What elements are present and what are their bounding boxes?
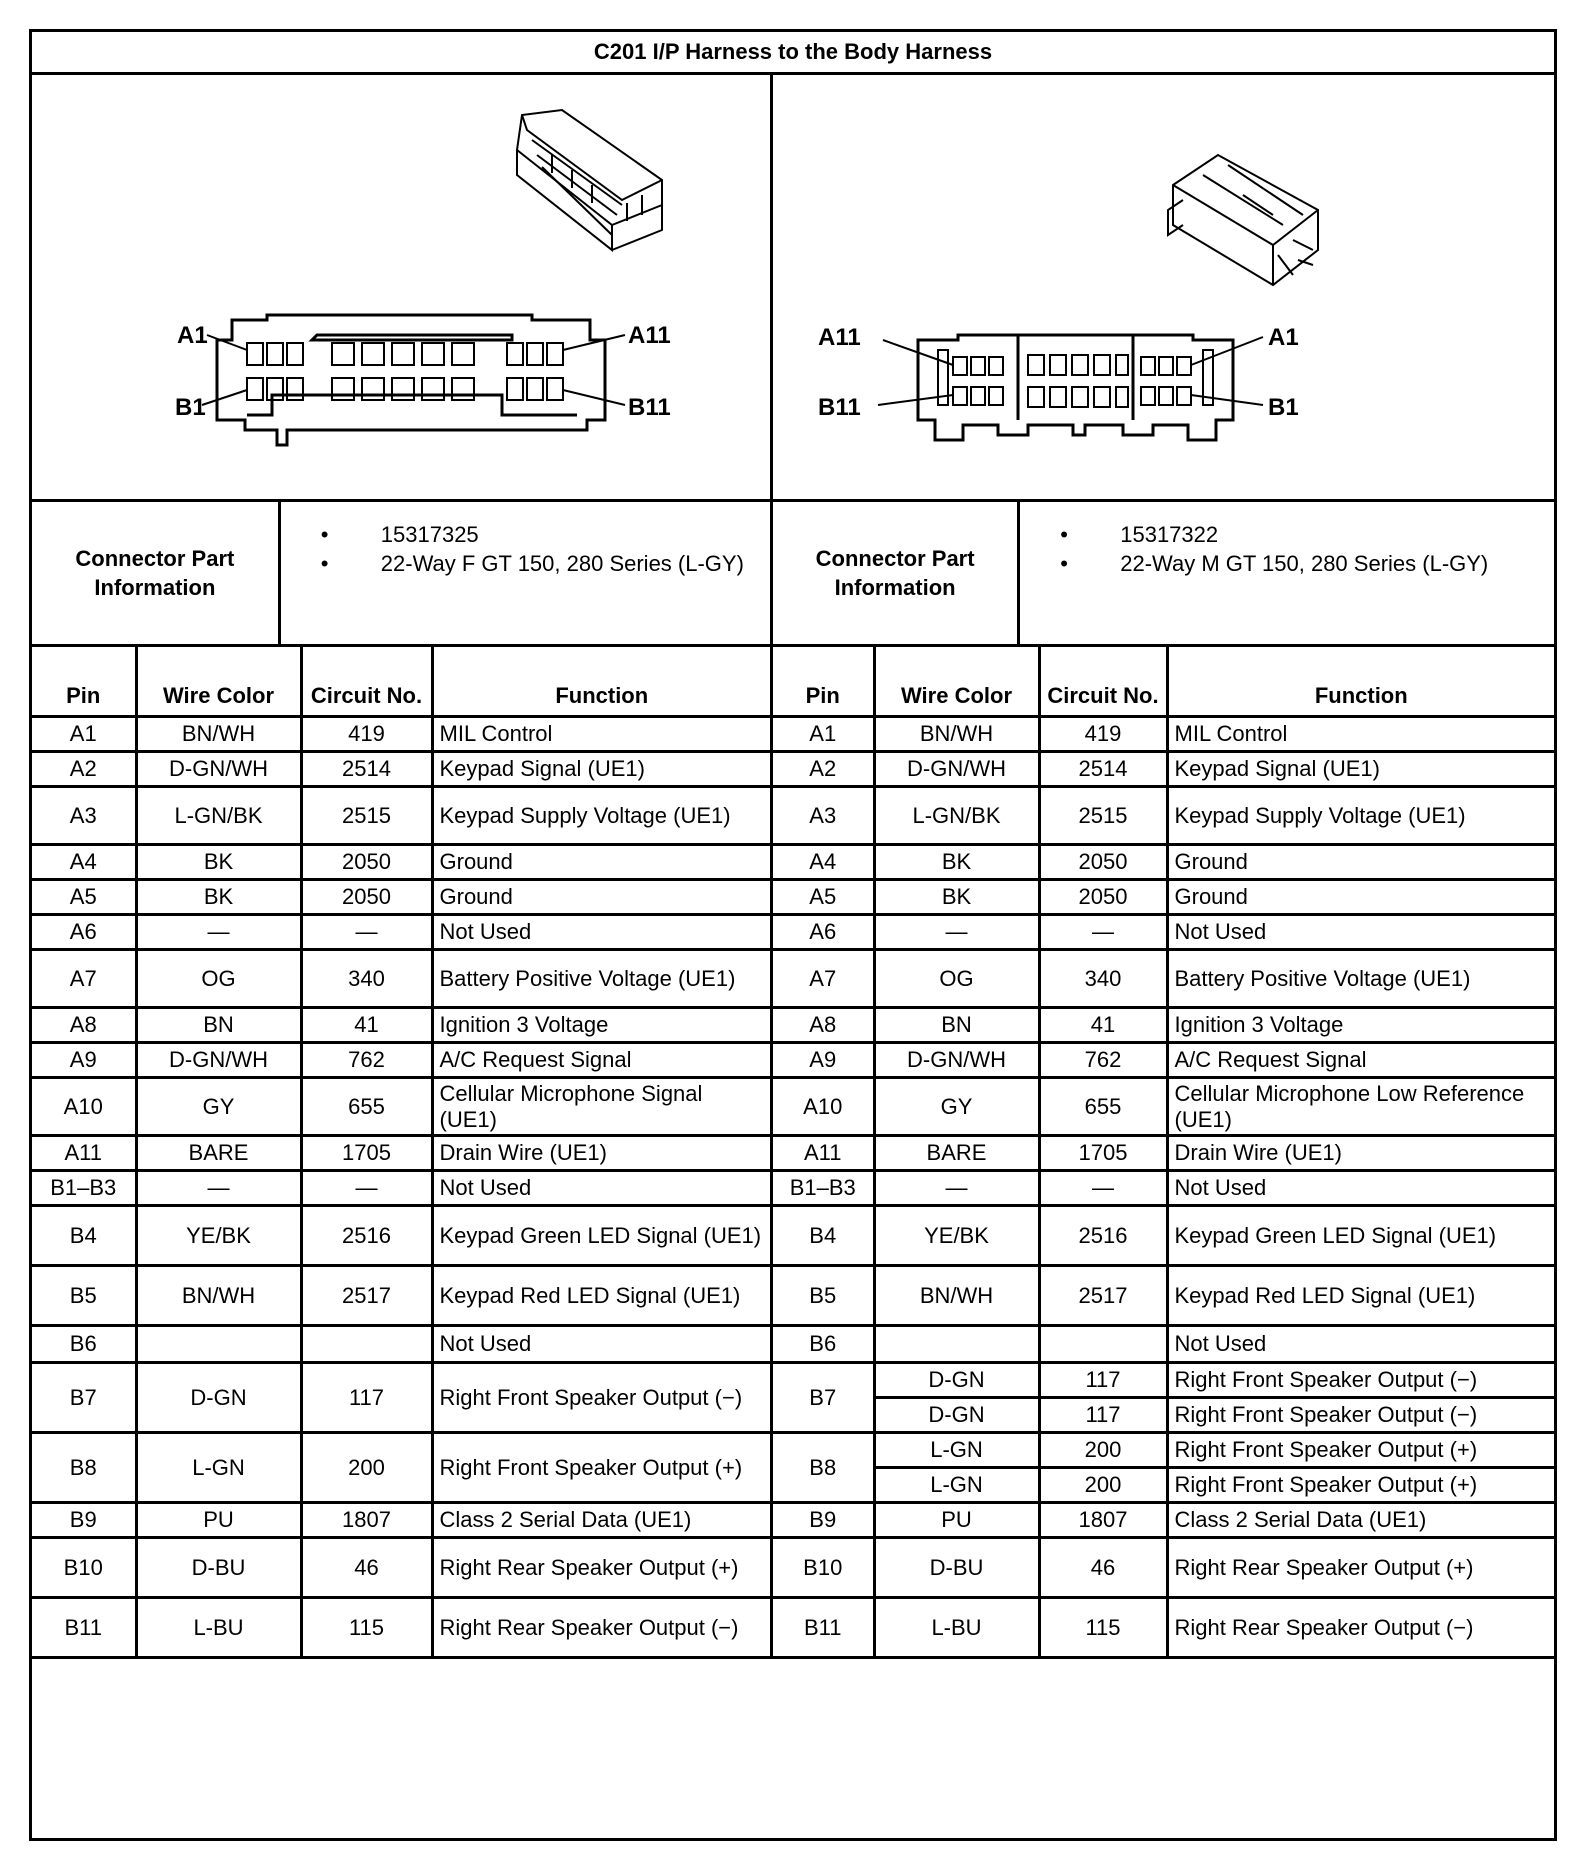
function-cell: A/C Request Signal	[1167, 1043, 1554, 1078]
male-connector-art	[773, 75, 1554, 502]
wire-color-cell: D-GN/WH	[136, 1043, 301, 1078]
wire-color-cell: D-BU	[874, 1538, 1039, 1598]
function-cell: Battery Positive Voltage (UE1)	[1167, 950, 1554, 1008]
circuit-cell: 2517	[1039, 1266, 1167, 1326]
circuit-cell: 41	[1039, 1008, 1167, 1043]
wire-color-cell: BARE	[874, 1136, 1039, 1171]
pin-cell: A1	[32, 717, 136, 752]
function-cell: Cellular Microphone Signal (UE1)	[432, 1078, 770, 1136]
table-row	[773, 1398, 1554, 1433]
table-row	[32, 1078, 770, 1136]
circuit-cell: 2514	[301, 752, 432, 787]
table-row	[32, 717, 770, 752]
wire-color-cell: BN/WH	[136, 1266, 301, 1326]
part-info-list	[1020, 502, 1554, 644]
circuit-cell: 200	[301, 1433, 432, 1503]
circuit-cell	[1039, 1326, 1167, 1363]
pin-cell: A2	[773, 752, 874, 787]
callout-b1: B1	[175, 394, 206, 421]
table-row	[32, 1503, 770, 1538]
function-cell: Keypad Green LED Signal (UE1)	[1167, 1206, 1554, 1266]
callout-a11: A11	[818, 324, 861, 351]
wire-color-cell: L-GN/BK	[874, 787, 1039, 845]
callout-b1: B1	[1268, 394, 1299, 421]
table-row	[32, 1171, 770, 1206]
wire-color-cell: BN	[874, 1008, 1039, 1043]
circuit-cell: 115	[1039, 1598, 1167, 1658]
function-cell: Drain Wire (UE1)	[1167, 1136, 1554, 1171]
callout-a11: A11	[628, 322, 671, 349]
table-row	[773, 1136, 1554, 1171]
connector-face-female	[202, 315, 625, 445]
function-cell: Class 2 Serial Data (UE1)	[432, 1503, 770, 1538]
wire-color-cell: BK	[136, 880, 301, 915]
wire-color-cell: D-GN/WH	[136, 752, 301, 787]
table-row	[773, 1078, 1554, 1136]
function-cell: Keypad Supply Voltage (UE1)	[432, 787, 770, 845]
callout-b11: B11	[818, 394, 861, 421]
function-cell: Drain Wire (UE1)	[432, 1136, 770, 1171]
wire-color-cell	[874, 1326, 1039, 1363]
wire-color-cell: BN	[136, 1008, 301, 1043]
circuit-cell: 655	[1039, 1078, 1167, 1136]
function-cell: Ground	[432, 845, 770, 880]
pin-cell: A6	[32, 915, 136, 950]
pin-cell: B5	[32, 1266, 136, 1326]
pin-cell: A3	[32, 787, 136, 845]
circuit-cell: 340	[301, 950, 432, 1008]
table-header-row	[32, 647, 770, 717]
table-row	[773, 1043, 1554, 1078]
pin-cell: B6	[32, 1326, 136, 1363]
connector-diagram-male	[773, 75, 1554, 499]
table-row	[773, 1206, 1554, 1266]
circuit-cell: 2514	[1039, 752, 1167, 787]
circuit-cell: 200	[1039, 1433, 1167, 1468]
circuit-cell: —	[1039, 915, 1167, 950]
female-connector-section	[32, 75, 770, 1659]
table-row	[32, 1326, 770, 1363]
part-description: • 22-Way M GT 150, 280 Series (L-GY)	[1060, 549, 1544, 578]
wire-color-cell: L-BU	[136, 1598, 301, 1658]
pin-cell: A1	[773, 717, 874, 752]
wire-color-cell: BARE	[136, 1136, 301, 1171]
connector-sheet	[29, 29, 1557, 1841]
circuit-cell: 2050	[301, 880, 432, 915]
function-cell: Not Used	[432, 915, 770, 950]
wire-color-cell: BN/WH	[874, 1266, 1039, 1326]
function-cell: Cellular Microphone Low Reference (UE1)	[1167, 1078, 1554, 1136]
pin-cell: B5	[773, 1266, 874, 1326]
table-row	[32, 950, 770, 1008]
wire-color-cell: OG	[874, 950, 1039, 1008]
function-cell: Not Used	[1167, 915, 1554, 950]
function-cell: Right Rear Speaker Output (−)	[432, 1598, 770, 1658]
pin-cell: A10	[773, 1078, 874, 1136]
pin-cell: B10	[773, 1538, 874, 1598]
wire-color-cell: D-GN	[874, 1363, 1039, 1398]
function-cell: Right Front Speaker Output (−)	[432, 1363, 770, 1433]
table-row	[32, 1206, 770, 1266]
pin-cell: A7	[773, 950, 874, 1008]
circuit-cell: 46	[301, 1538, 432, 1598]
circuit-cell: 2050	[301, 845, 432, 880]
table-row	[32, 787, 770, 845]
function-cell: Ground	[1167, 845, 1554, 880]
table-row	[32, 1008, 770, 1043]
part-description: • 22-Way F GT 150, 280 Series (L-GY)	[321, 549, 760, 578]
wire-color-cell: D-GN	[874, 1398, 1039, 1433]
connector-thumbnail-icon	[1168, 155, 1318, 285]
table-row	[773, 1171, 1554, 1206]
circuit-cell: 419	[1039, 717, 1167, 752]
function-cell: Right Front Speaker Output (+)	[1167, 1468, 1554, 1503]
function-cell: Keypad Red LED Signal (UE1)	[1167, 1266, 1554, 1326]
circuit-cell: 2517	[301, 1266, 432, 1326]
circuit-cell: 2050	[1039, 880, 1167, 915]
function-cell: Not Used	[432, 1171, 770, 1206]
table-row	[773, 717, 1554, 752]
function-cell: Keypad Green LED Signal (UE1)	[432, 1206, 770, 1266]
part-number: • 15317325	[321, 520, 760, 549]
function-cell: Right Front Speaker Output (+)	[1167, 1433, 1554, 1468]
wire-color-cell: L-GN	[136, 1433, 301, 1503]
function-cell: Battery Positive Voltage (UE1)	[432, 950, 770, 1008]
circuit-cell: 2515	[1039, 787, 1167, 845]
pin-cell: B1–B3	[773, 1171, 874, 1206]
circuit-cell: 762	[1039, 1043, 1167, 1078]
wire-color-cell: D-BU	[136, 1538, 301, 1598]
table-row	[32, 1136, 770, 1171]
function-cell: MIL Control	[1167, 717, 1554, 752]
wire-color-cell	[136, 1326, 301, 1363]
pin-cell: B7	[773, 1363, 874, 1433]
callout-a1: A1	[1268, 324, 1299, 351]
function-cell: Ignition 3 Voltage	[432, 1008, 770, 1043]
circuit-cell: 762	[301, 1043, 432, 1078]
wire-color-cell: BK	[874, 845, 1039, 880]
table-row	[773, 1363, 1554, 1398]
circuit-cell: 1807	[301, 1503, 432, 1538]
table-row	[773, 752, 1554, 787]
function-cell: Class 2 Serial Data (UE1)	[1167, 1503, 1554, 1538]
col-pin: Pin	[32, 647, 136, 717]
col-pin: Pin	[773, 647, 874, 717]
table-row	[32, 1433, 770, 1503]
col-wire-color: Wire Color	[136, 647, 301, 717]
function-cell: Not Used	[1167, 1171, 1554, 1206]
wire-color-cell: PU	[136, 1503, 301, 1538]
male-connector-section	[770, 75, 1554, 1659]
wire-color-cell: BK	[136, 845, 301, 880]
wire-color-cell: OG	[136, 950, 301, 1008]
function-cell: Keypad Signal (UE1)	[1167, 752, 1554, 787]
pin-cell: B4	[773, 1206, 874, 1266]
table-row	[773, 1503, 1554, 1538]
pin-cell: A8	[773, 1008, 874, 1043]
pin-cell: A2	[32, 752, 136, 787]
wire-color-cell: D-GN/WH	[874, 752, 1039, 787]
part-number: • 15317322	[1060, 520, 1544, 549]
circuit-cell: 41	[301, 1008, 432, 1043]
female-connector-art	[32, 75, 770, 502]
table-row	[773, 915, 1554, 950]
wire-color-cell: D-GN	[136, 1363, 301, 1433]
table-row	[32, 1598, 770, 1658]
wire-color-cell: —	[136, 1171, 301, 1206]
pin-cell: A11	[32, 1136, 136, 1171]
function-cell: Right Rear Speaker Output (+)	[1167, 1538, 1554, 1598]
col-function: Function	[1167, 647, 1554, 717]
function-cell: Not Used	[1167, 1326, 1554, 1363]
circuit-cell: 1705	[1039, 1136, 1167, 1171]
part-info-label: Connector Part Information	[773, 502, 1020, 644]
table-row	[32, 880, 770, 915]
pin-cell: B1–B3	[32, 1171, 136, 1206]
function-cell: Right Rear Speaker Output (+)	[432, 1538, 770, 1598]
row-b-cavities	[247, 378, 563, 400]
table-row	[773, 880, 1554, 915]
table-row	[773, 787, 1554, 845]
connector-thumbnail-icon	[517, 110, 662, 250]
circuit-cell: 419	[301, 717, 432, 752]
circuit-cell: 1705	[301, 1136, 432, 1171]
circuit-cell: —	[1039, 1171, 1167, 1206]
circuit-cell: 655	[301, 1078, 432, 1136]
pin-cell: A9	[32, 1043, 136, 1078]
pinout-table-male	[773, 647, 1554, 1659]
function-cell: Ground	[432, 880, 770, 915]
pin-cell: A4	[32, 845, 136, 880]
pin-cell: B8	[773, 1433, 874, 1503]
wire-color-cell: —	[874, 1171, 1039, 1206]
table-row	[773, 1433, 1554, 1468]
pin-cell: A4	[773, 845, 874, 880]
pinout-table-female	[32, 647, 770, 1659]
pin-cell: A6	[773, 915, 874, 950]
function-cell: Ground	[1167, 880, 1554, 915]
function-cell: Right Front Speaker Output (−)	[1167, 1398, 1554, 1433]
circuit-cell: 117	[1039, 1398, 1167, 1433]
function-cell: Ignition 3 Voltage	[1167, 1008, 1554, 1043]
pin-cell: B11	[32, 1598, 136, 1658]
pin-cell: B8	[32, 1433, 136, 1503]
circuit-cell: 2516	[301, 1206, 432, 1266]
function-cell: Right Front Speaker Output (+)	[432, 1433, 770, 1503]
table-row	[773, 1598, 1554, 1658]
pin-cell: B9	[32, 1503, 136, 1538]
wire-color-cell: L-GN	[874, 1468, 1039, 1503]
function-cell: MIL Control	[432, 717, 770, 752]
circuit-cell: 46	[1039, 1538, 1167, 1598]
pin-cell: B9	[773, 1503, 874, 1538]
function-cell: Right Rear Speaker Output (−)	[1167, 1598, 1554, 1658]
circuit-cell: 2515	[301, 787, 432, 845]
table-row	[32, 1538, 770, 1598]
part-info-list	[281, 502, 770, 644]
pin-cell: B6	[773, 1326, 874, 1363]
circuit-cell: 1807	[1039, 1503, 1167, 1538]
function-cell: Right Front Speaker Output (−)	[1167, 1363, 1554, 1398]
table-row	[32, 1043, 770, 1078]
pin-cell: A11	[773, 1136, 874, 1171]
pin-cell: B10	[32, 1538, 136, 1598]
table-row	[773, 1538, 1554, 1598]
function-cell: Not Used	[432, 1326, 770, 1363]
wire-color-cell: YE/BK	[874, 1206, 1039, 1266]
table-row	[773, 1326, 1554, 1363]
table-row	[773, 1468, 1554, 1503]
circuit-cell: 115	[301, 1598, 432, 1658]
circuit-cell	[301, 1326, 432, 1363]
table-row	[32, 1266, 770, 1326]
circuit-cell: —	[301, 1171, 432, 1206]
wire-color-cell: PU	[874, 1503, 1039, 1538]
function-cell: A/C Request Signal	[432, 1043, 770, 1078]
wire-color-cell: GY	[874, 1078, 1039, 1136]
circuit-cell: 117	[301, 1363, 432, 1433]
table-row	[773, 1008, 1554, 1043]
table-row	[773, 845, 1554, 880]
pin-cell: A5	[773, 880, 874, 915]
pin-cell: A3	[773, 787, 874, 845]
table-header-row	[773, 647, 1554, 717]
circuit-cell: 2516	[1039, 1206, 1167, 1266]
wire-color-cell: L-BU	[874, 1598, 1039, 1658]
connector-face-male	[878, 335, 1263, 440]
row-a-cavities	[247, 343, 563, 365]
page-title: C201 I/P Harness to the Body Harness	[32, 32, 1554, 75]
function-cell: Keypad Supply Voltage (UE1)	[1167, 787, 1554, 845]
function-cell: Keypad Red LED Signal (UE1)	[432, 1266, 770, 1326]
circuit-cell: 340	[1039, 950, 1167, 1008]
pin-cell: A9	[773, 1043, 874, 1078]
callout-a1: A1	[177, 322, 208, 349]
circuit-cell: —	[301, 915, 432, 950]
wire-color-cell: D-GN/WH	[874, 1043, 1039, 1078]
wire-color-cell: GY	[136, 1078, 301, 1136]
col-circuit: Circuit No.	[1039, 647, 1167, 717]
callout-b11: B11	[628, 394, 671, 421]
part-info-female	[32, 502, 770, 647]
wire-color-cell: —	[136, 915, 301, 950]
pin-cell: B11	[773, 1598, 874, 1658]
col-circuit: Circuit No.	[301, 647, 432, 717]
circuit-cell: 2050	[1039, 845, 1167, 880]
table-row	[32, 752, 770, 787]
table-row	[32, 845, 770, 880]
pin-cell: B4	[32, 1206, 136, 1266]
pin-cell: A10	[32, 1078, 136, 1136]
function-cell: Keypad Signal (UE1)	[432, 752, 770, 787]
part-info-label: Connector Part Information	[32, 502, 281, 644]
col-function: Function	[432, 647, 770, 717]
wire-color-cell: BN/WH	[874, 717, 1039, 752]
pin-cell: A8	[32, 1008, 136, 1043]
table-row	[773, 950, 1554, 1008]
pin-cell: A7	[32, 950, 136, 1008]
wire-color-cell: YE/BK	[136, 1206, 301, 1266]
wire-color-cell: BN/WH	[136, 717, 301, 752]
circuit-cell: 200	[1039, 1468, 1167, 1503]
wire-color-cell: L-GN/BK	[136, 787, 301, 845]
connector-diagram-female	[32, 75, 767, 499]
circuit-cell: 117	[1039, 1363, 1167, 1398]
table-row	[773, 1266, 1554, 1326]
table-row	[32, 915, 770, 950]
wire-color-cell: —	[874, 915, 1039, 950]
pin-cell: A5	[32, 880, 136, 915]
col-wire-color: Wire Color	[874, 647, 1039, 717]
wire-color-cell: BK	[874, 880, 1039, 915]
table-row	[32, 1363, 770, 1433]
wire-color-cell: L-GN	[874, 1433, 1039, 1468]
part-info-male	[773, 502, 1554, 647]
pin-cell: B7	[32, 1363, 136, 1433]
